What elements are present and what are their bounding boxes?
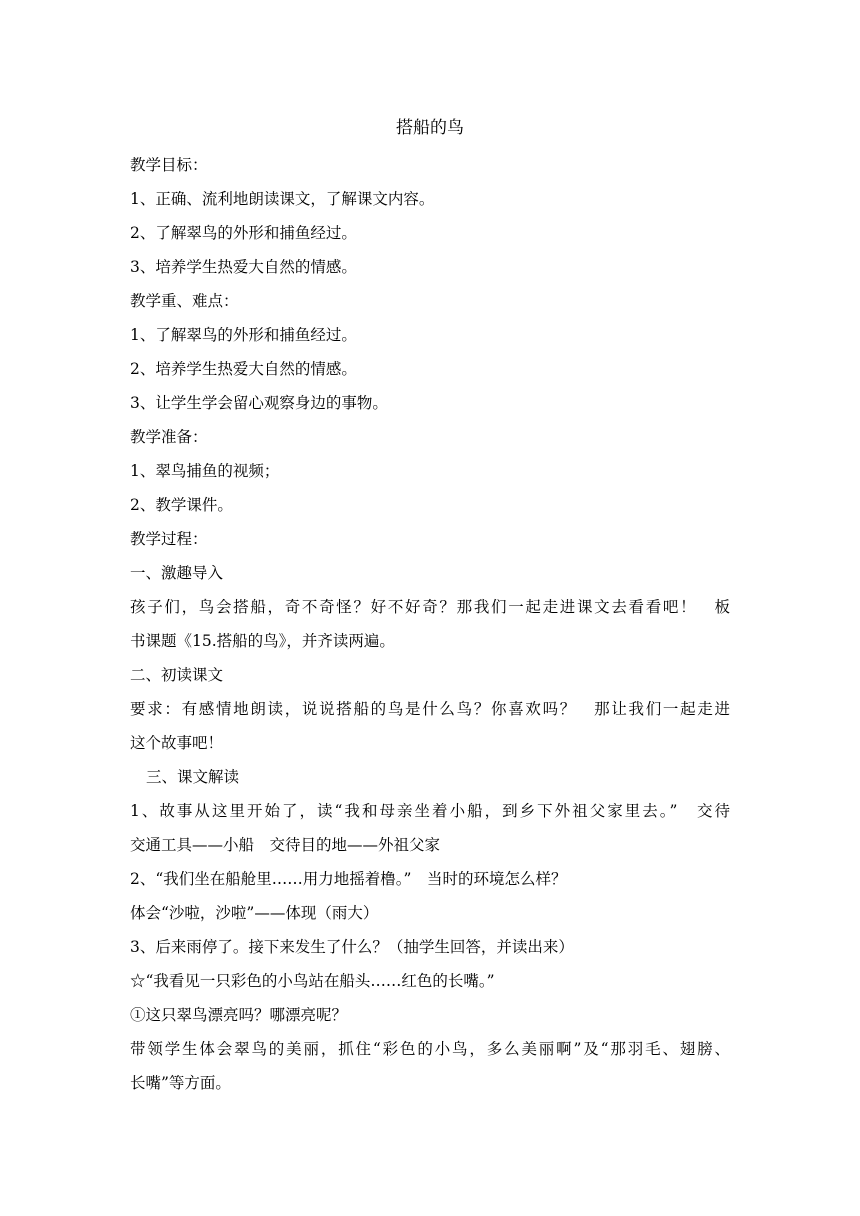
paragraph-line: 1、故事从这里开始了，读“我和母亲坐着小船，到乡下外祖父家里去。” 交待 xyxy=(130,802,730,820)
objective-item: 2、了解翠鸟的外形和捕鱼经过。 xyxy=(130,224,357,242)
paragraph-line: 交通工具——小船 交待目的地——外祖父家 xyxy=(130,836,441,854)
objective-item: 3、培养学生热爱大自然的情感。 xyxy=(130,258,357,276)
key-point-item: 2、培养学生热爱大自然的情感。 xyxy=(130,360,357,378)
document-title: 搭船的鸟 xyxy=(396,118,464,138)
paragraph-line: 这个故事吧！ xyxy=(130,734,224,752)
paragraph-line: 带领学生体会翠鸟的美丽，抓住“彩色的小鸟，多么美丽啊”及“那羽毛、翅膀、 xyxy=(130,1040,730,1058)
key-point-item: 3、让学生学会留心观察身边的事物。 xyxy=(130,394,388,412)
step-heading-intro: 一、激趣导入 xyxy=(130,564,224,582)
section-heading-preparation: 教学准备： xyxy=(130,428,208,446)
paragraph-line: ☆“我看见一只彩色的小鸟站在船头……红色的长嘴。” xyxy=(130,972,495,990)
section-heading-objectives: 教学目标： xyxy=(130,156,208,174)
paragraph-line: 书课题《15.搭船的鸟》，并齐读两遍。 xyxy=(130,632,395,650)
preparation-item: 1、翠鸟捕鱼的视频； xyxy=(130,462,280,480)
paragraph-line: 体会“沙啦，沙啦”——体现（雨大） xyxy=(130,904,379,922)
step-heading-text-analysis: 三、课文解读 xyxy=(146,768,240,786)
paragraph-line: 3、后来雨停了。接下来发生了什么？（抽学生回答，并读出来） xyxy=(130,938,574,956)
objective-item: 1、正确、流利地朗读课文，了解课文内容。 xyxy=(130,190,435,208)
section-heading-process: 教学过程： xyxy=(130,530,208,548)
paragraph-line: 长嘴”等方面。 xyxy=(130,1074,231,1092)
section-heading-key-points: 教学重、难点： xyxy=(130,292,239,310)
document-body xyxy=(130,153,730,1105)
paragraph-line: 要求：有感情地朗读，说说搭船的鸟是什么鸟？你喜欢吗？ 那让我们一起走进 xyxy=(130,700,730,718)
step-heading-first-reading: 二、初读课文 xyxy=(130,666,224,684)
preparation-item: 2、教学课件。 xyxy=(130,496,233,514)
paragraph-line: ①这只翠鸟漂亮吗？哪漂亮呢？ xyxy=(130,1006,348,1024)
paragraph-line: 孩子们，鸟会搭船，奇不奇怪？好不好奇？那我们一起走进课文去看看吧！ 板 xyxy=(130,598,730,616)
paragraph-line: 2、“我们坐在船舱里……用力地摇着橹。” 当时的环境怎么样？ xyxy=(130,870,567,888)
key-point-item: 1、了解翠鸟的外形和捕鱼经过。 xyxy=(130,326,357,344)
